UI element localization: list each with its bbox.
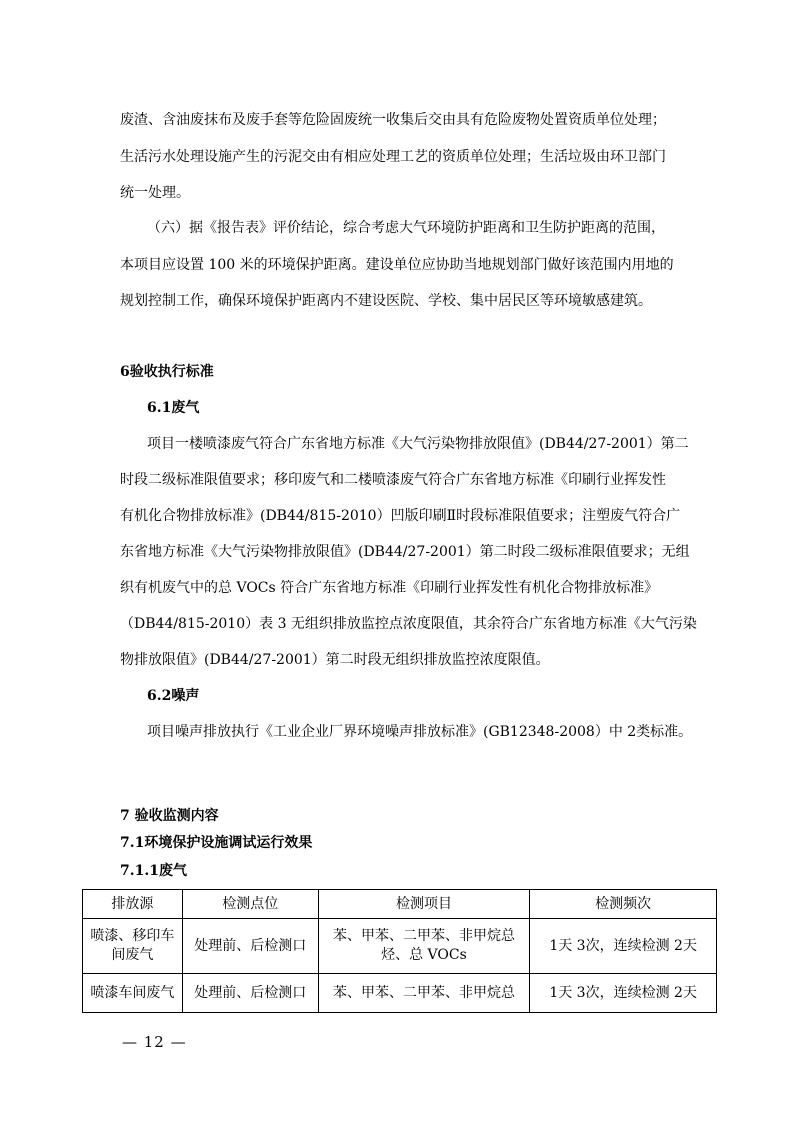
table-cell: 处理前、后检测口 [182, 974, 318, 1013]
paragraph-line: 项目噪声排放执行《工业企业厂界环境噪声排放标准》(GB12348-2008）中 2类标准。 [147, 724, 693, 740]
table-header-cell: 检测项目 [318, 890, 530, 919]
table-cell: 1天 3次，连续检测 2天 [530, 974, 717, 1013]
subsection-heading: 7.1环境保护设施调试运行效果 [120, 835, 313, 851]
paragraph-line: 项目一楼喷漆废气符合广东省地方标准《大气污染物排放限值》(DB44/27-2001）第二 [147, 436, 689, 452]
table-header-cell: 排放源 [83, 890, 183, 919]
paragraph-line: 织有机废气中的总 VOCs 符合广东省地方标准《印刷行业挥发性有机化合物排放标准》 [120, 580, 659, 596]
paragraph-line: 废渣、含油废抹布及废手套等危险固废统一收集后交由具有危险废物处置资质单位处理； [120, 112, 666, 128]
paragraph-line: 时段二级标准限值要求；移印废气和二楼喷漆废气符合广东省地方标准《印刷行业挥发性 [120, 472, 666, 488]
section-heading: 7 验收监测内容 [120, 808, 219, 824]
paragraph-line: 生活污水处理设施产生的污泥交由有相应处理工艺的资质单位处理；生活垃圾由环卫部门 [120, 149, 666, 165]
cell-line: 间废气 [111, 947, 154, 963]
paragraph-line: 有机化合物排放标准》(DB44/815-2010）凹版印刷Ⅱ时段标准限值要求；注塑废气符合广 [120, 508, 681, 524]
table-row [83, 919, 717, 974]
table-cell: 喷漆车间废气 [83, 974, 183, 1013]
paragraph-line: （DB44/815-2010）表 3 无组织排放监控点浓度限值，其余符合广东省地方标准《大气污染 [120, 616, 697, 632]
paragraph-line: 东省地方标准《大气污染物排放限值》(DB44/27-2001）第二时段二级标准限值要求；无组 [120, 544, 690, 560]
paragraph-line: （六）据《报告表》评价结论，综合考虑大气环境防护距离和卫生防护距离的范围， [147, 220, 665, 236]
page-number: — 12 — [122, 1033, 187, 1051]
cell-line: 苯、甲苯、二甲苯、非甲烷总 [332, 928, 515, 944]
table-cell: 苯、甲苯、二甲苯、非甲烷总 [318, 974, 530, 1013]
table-header-cell: 检测频次 [530, 890, 717, 919]
paragraph-line: 物排放限值》(DB44/27-2001）第二时段无组织排放监控浓度限值。 [120, 652, 550, 668]
paragraph-line: 规划控制工作，确保环境保护距离内不建设医院、学校、集中居民区等环境敏感建筑。 [120, 293, 652, 309]
table-row [83, 974, 717, 1013]
paragraph-line: 统一处理。 [120, 185, 190, 201]
subsection-heading: 7.1.1废气 [120, 863, 187, 879]
cell-line: 喷漆、移印车 [90, 928, 175, 944]
table-cell [318, 919, 530, 974]
cell-line: 烃、总 VOCs [381, 947, 467, 963]
subsection-heading: 6.1废气 [147, 400, 200, 416]
paragraph-line: 本项目应设置 100 米的环境保护距离。建设单位应协助当地规划部门做好该范围内用地的 [120, 257, 674, 273]
subsection-heading: 6.2噪声 [147, 688, 200, 704]
table-cell: 1天 3次，连续检测 2天 [530, 919, 717, 974]
table-header-row [83, 890, 717, 919]
table-header-cell: 检测点位 [182, 890, 318, 919]
monitoring-table [82, 889, 717, 1013]
table-cell [83, 919, 183, 974]
section-heading: 6验收执行标准 [120, 364, 214, 380]
table-cell: 处理前、后检测口 [182, 919, 318, 974]
